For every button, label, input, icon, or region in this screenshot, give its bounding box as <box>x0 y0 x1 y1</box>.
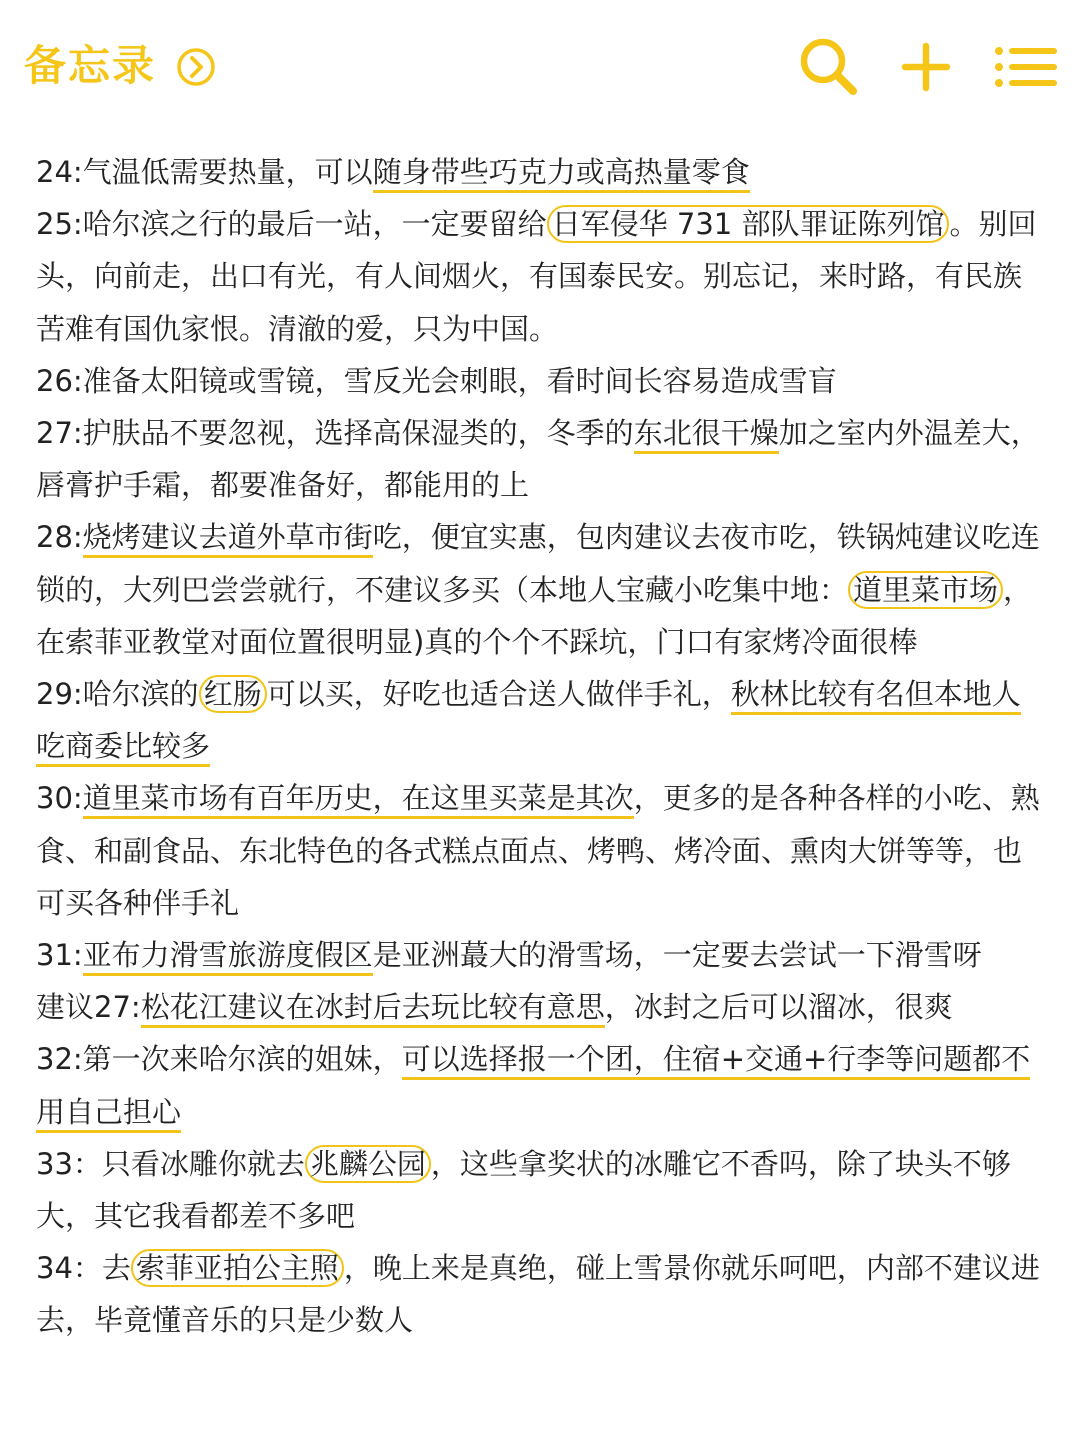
chevron-circle-icon[interactable] <box>176 47 216 87</box>
highlight-underline: 亚布力滑雪旅游度假区 <box>83 938 373 976</box>
note-text: 加之室内外温差大，唇膏护手霜，都要准备好，都能用的上 <box>36 416 1040 503</box>
note-item-27 <box>36 407 1046 511</box>
note-item-32 <box>36 1033 1046 1137</box>
highlight-underline: 可以选择报一个团，住宿+交通+行李等问题都不用自己担心 <box>36 1042 1030 1132</box>
note-text: 27:护肤品不要忽视，选择高保湿类的，冬季的 <box>36 416 634 451</box>
note-item-24 <box>36 146 1046 198</box>
highlight-underline: 秋林比较有名但本地人吃商委比较多 <box>36 677 1021 767</box>
note-text: 可以买，好吃也适合送人做伴手礼， <box>266 677 731 712</box>
highlight-circle: 红肠 <box>199 675 267 713</box>
note-text: 29:哈尔滨的 <box>36 677 199 712</box>
note-text: ，更多的是各种各样的小吃、熟食、和副食品、东北特色的各式糕点面点、烤鸭、烤冷面、熏肉大饼等等，也可买各种伴手礼 <box>36 781 1040 920</box>
note-text: 。别回头，向前走，出口有光，有人间烟火，有国泰民安。别忘记，来时路，有民族苦难有国仇家恨。清澈的爱，只为中国。 <box>36 207 1037 346</box>
highlight-circle: 道里菜市场 <box>848 571 1003 609</box>
plus-icon[interactable] <box>900 36 952 98</box>
note-text: 30: <box>36 781 83 816</box>
note-text: ，冰封之后可以溜冰，很爽 <box>604 990 953 1025</box>
note-text: 33：只看冰雕你就去 <box>36 1146 305 1181</box>
note-item-31b <box>36 981 1046 1033</box>
highlight-circle: 兆麟公园 <box>305 1145 431 1183</box>
app-header <box>0 0 1080 130</box>
highlight-circle: 索菲亚拍公主照 <box>131 1249 344 1287</box>
highlight-underline: 松花江建议在冰封后去玩比较有意思 <box>141 990 605 1028</box>
highlight-underline: 道里菜市场有百年历史，在这里买菜是其次 <box>83 781 634 819</box>
note-text: ，这些拿奖状的冰雕它不香吗，除了块头不够大，其它我看都差不多吧 <box>36 1146 1011 1234</box>
note-item-30 <box>36 772 1046 929</box>
note-item-26 <box>36 355 1046 407</box>
note-item-33 <box>36 1138 1046 1242</box>
note-item-34 <box>36 1242 1046 1346</box>
note-text: 建议27: <box>36 990 141 1025</box>
highlight-underline: 东北很干燥 <box>634 416 779 454</box>
list-icon[interactable] <box>992 36 1058 98</box>
note-text: 25:哈尔滨之行的最后一站，一定要留给 <box>36 207 547 242</box>
note-text: 24:气温低需要热量，可以 <box>36 155 373 189</box>
search-icon[interactable] <box>798 36 860 98</box>
note-text: 26:准备太阳镜或雪镜，雪反光会刺眼，看时间长容易造成雪盲 <box>36 363 837 398</box>
note-item-28 <box>36 511 1046 668</box>
note-text: 28: <box>36 520 83 555</box>
highlight-underline: 随身带些巧克力或高热量零食 <box>373 155 750 193</box>
app-title[interactable]: 备忘录 <box>24 41 157 90</box>
note-text: ，晚上来是真绝，碰上雪景你就乐呵吧，内部不建议进去，毕竟懂音乐的只是少数人 <box>36 1251 1040 1338</box>
note-text: 32:第一次来哈尔滨的姐妹， <box>36 1042 402 1077</box>
note-item-25 <box>36 198 1046 355</box>
highlight-circle: 日军侵华 731 部队罪证陈列馆 <box>547 205 950 243</box>
note-text: 吃，便宜实惠，包肉建议去夜市吃，铁锅炖建议吃连锁的，大列巴尝尝就行，不建议多买（本地人宝藏小吃集中地： <box>36 520 1040 607</box>
note-text: 31: <box>36 938 83 973</box>
highlight-underline: 烧烤建议去道外草市街 <box>83 520 373 558</box>
note-item-31 <box>36 929 1046 981</box>
note-text: 是亚洲蕞大的滑雪场，一定要去尝试一下滑雪呀 <box>372 938 982 973</box>
note-text: 34：去 <box>36 1251 131 1286</box>
note-item-29 <box>36 668 1046 772</box>
note-body[interactable] <box>36 146 1046 1347</box>
note-text: ，在索菲亚教堂对面位置很明显)真的个个不踩坑，门口有家烤冷面很棒 <box>36 572 1033 659</box>
